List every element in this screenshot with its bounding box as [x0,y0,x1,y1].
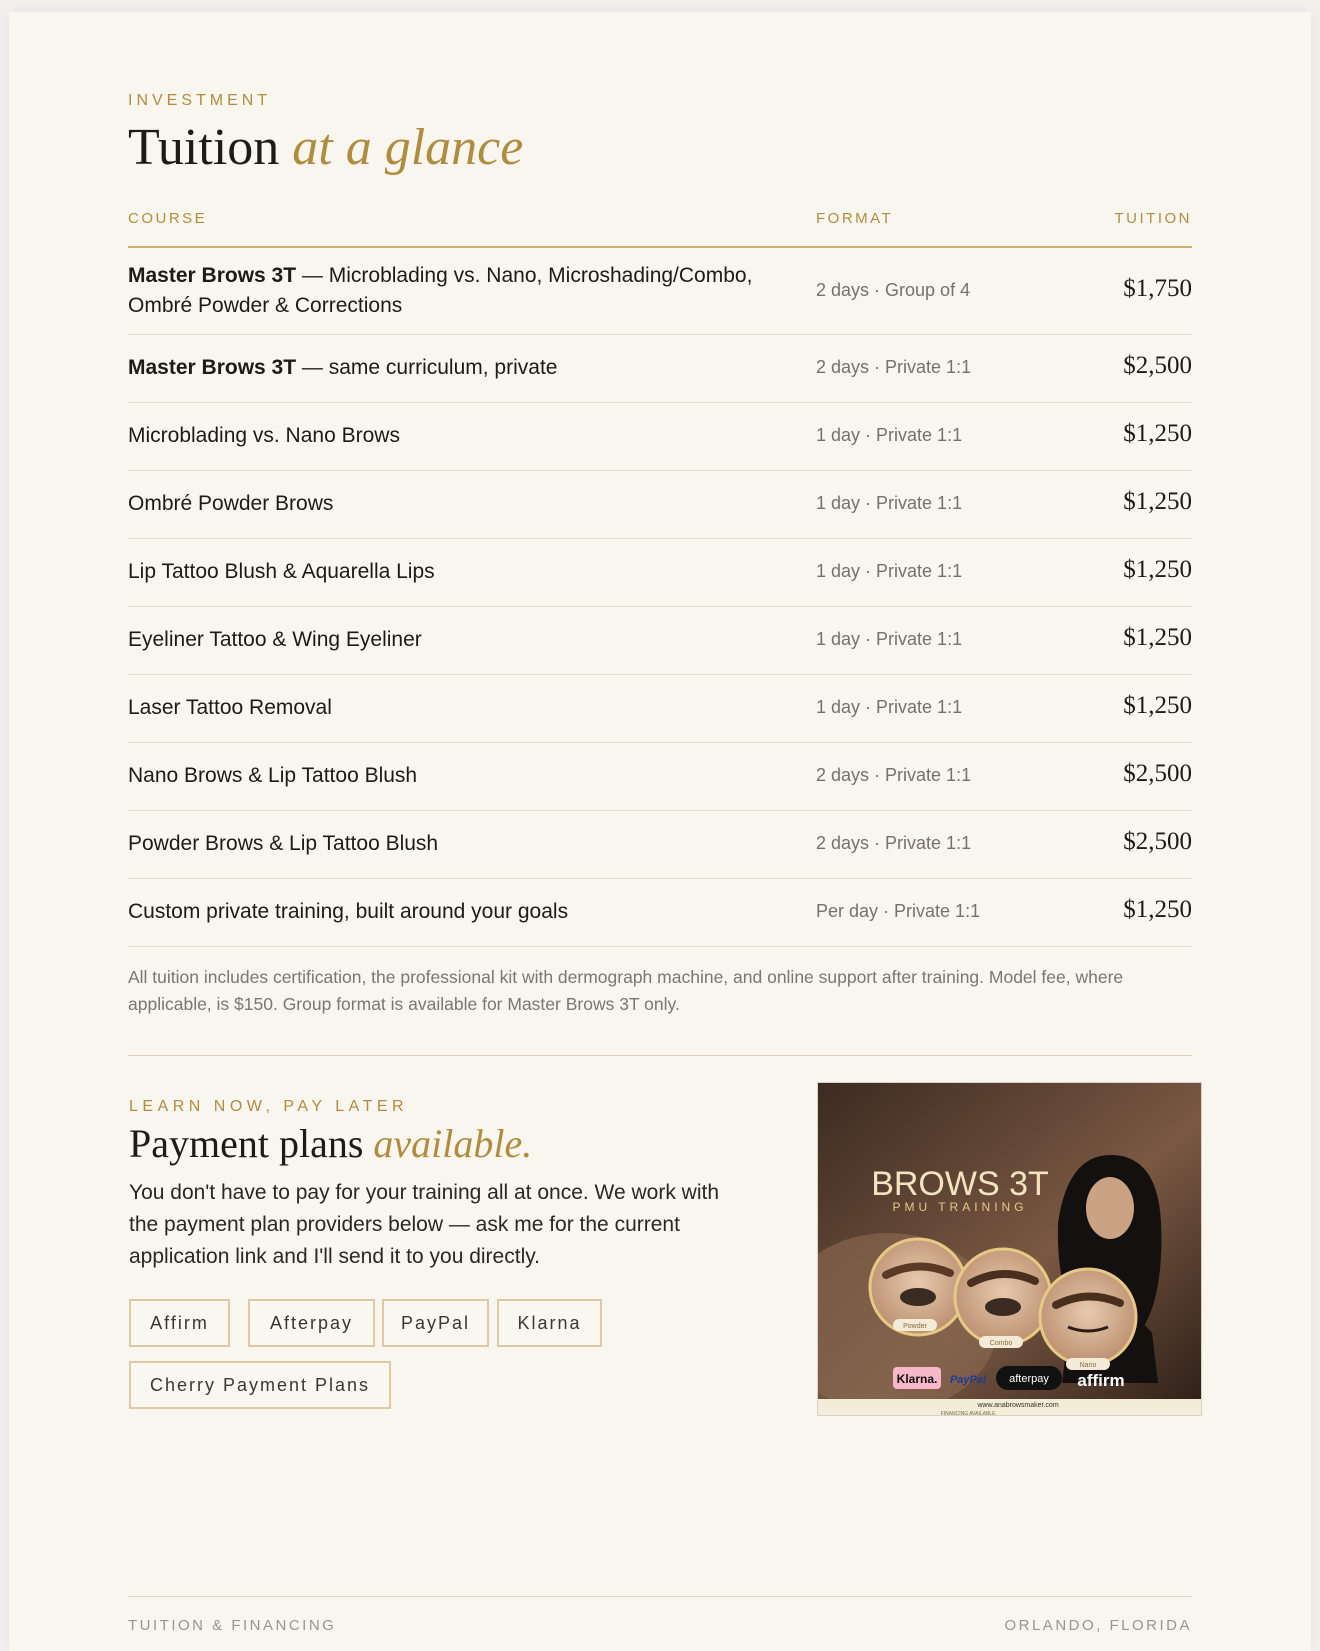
course-name-text: Laser Tattoo Removal [128,696,332,719]
tuition-note: All tuition includes certification, the professional kit with dermograph machine, and online support after training. Model fee, where applicable, is $150. Group format is available for Master Brows 3T only. [128,967,1124,1014]
section-eyebrow: INVESTMENT [128,92,272,109]
course-format: 2 days · Private 1:1 [816,357,972,377]
course-name [128,625,778,655]
course-name-bold: Master Brows 3T [128,263,297,287]
column-course: COURSE [128,210,208,227]
page [9,12,1311,1651]
column-tuition: TUITION [1114,210,1192,227]
course-price: $1,250 [1123,624,1192,651]
course-price: $1,250 [1123,556,1192,583]
provider-chip[interactable]: Affirm [129,1299,230,1347]
course-price: $1,750 [1123,274,1192,302]
course-format: 1 day · Private 1:1 [816,493,963,513]
course-price: $2,500 [1123,760,1192,787]
payment-title [129,1120,532,1167]
logo-paypal: PayPal [949,1374,987,1386]
payment-title-accent: available. [373,1121,533,1166]
footer-rule [128,1596,1192,1597]
course-name-bold: Master Brows 3T [128,356,297,379]
table-row [128,810,1192,879]
table-row [128,402,1192,471]
logo-affirm: affirm [1077,1371,1125,1390]
provider-chip[interactable]: PayPal [382,1299,489,1347]
circle-label-nano: Nano [1079,1362,1097,1369]
course-name [128,261,778,321]
course-name [128,353,778,383]
promo-financing: FINANCING AVAILABLE [940,1411,996,1416]
table-row [128,470,1192,539]
logo-klarna: Klarna. [896,1372,938,1386]
table-row [128,538,1192,607]
course-format: 1 day · Private 1:1 [816,425,963,445]
course-format: 2 days · Private 1:1 [816,833,972,853]
course-name-text: Powder Brows & Lip Tattoo Blush [128,832,439,855]
table-row [128,742,1192,811]
course-price: $2,500 [1123,828,1192,855]
table-row [128,878,1192,947]
table-row [128,247,1192,335]
course-format: Per day · Private 1:1 [816,901,981,921]
promo-graphic [818,1083,1202,1416]
logo-afterpay: afterpay [1009,1373,1049,1385]
promo-title: BROWS 3T [871,1165,1049,1203]
course-format: 1 day · Private 1:1 [816,697,963,717]
footer-right: ORLANDO, FLORIDA [1004,1617,1192,1634]
course-price: $2,500 [1123,352,1192,379]
course-format: 2 days · Private 1:1 [816,765,972,785]
section-divider [128,1055,1192,1056]
table-row [128,606,1192,675]
promo-image [817,1082,1202,1416]
course-name-text: Microblading vs. Nano Brows [128,424,400,447]
table-header [128,210,1192,248]
course-name-text: — Microblading vs. Nano, Microshading/Combo, Ombré Powder & Corrections [128,263,753,317]
page-title [128,118,523,177]
course-name [128,693,778,723]
course-name [128,829,778,859]
course-name [128,557,778,587]
table-row [128,674,1192,743]
payment-title-plain: Payment plans [129,1121,364,1166]
course-name [128,761,778,791]
course-format: 1 day · Private 1:1 [816,561,963,581]
course-name [128,489,778,519]
course-format: 2 days · Group of 4 [816,279,971,300]
promo-url: www.anabrowsmaker.com [977,1402,1059,1409]
column-format: FORMAT [816,210,894,227]
title-plain: Tuition [128,119,280,176]
promo-subtitle: PMU TRAINING [892,1200,1028,1214]
table-row [128,334,1192,403]
course-name-text: — same curriculum, private [296,356,558,379]
payment-description: You don't have to pay for your training all at once. We work with the payment plan providers below — ask me for the current application link and I'll send it to you directly. [129,1181,720,1268]
payment-eyebrow: LEARN NOW, PAY LATER [129,1098,409,1115]
circle-label-powder: Powder [903,1323,927,1330]
course-name-text: Nano Brows & Lip Tattoo Blush [128,764,418,787]
title-accent: at a glance [292,119,524,176]
circle-label-combo: Combo [989,1340,1013,1347]
course-name-text: Lip Tattoo Blush & Aquarella Lips [128,560,435,583]
course-name [128,897,778,927]
course-name-text: Custom private training, built around your goals [128,900,569,923]
provider-chip[interactable]: Cherry Payment Plans [129,1361,391,1409]
course-name [128,421,778,451]
course-price: $1,250 [1123,692,1192,719]
course-name-text: Ombré Powder Brows [128,492,334,515]
course-price: $1,250 [1123,420,1192,447]
course-format: 1 day · Private 1:1 [816,629,963,649]
provider-chip[interactable]: Klarna [497,1299,602,1347]
course-price: $1,250 [1123,896,1192,923]
provider-chip[interactable]: Afterpay [248,1299,375,1347]
course-name-text: Eyeliner Tattoo & Wing Eyeliner [128,628,422,651]
course-price: $1,250 [1123,488,1192,515]
footer-left: TUITION & FINANCING [128,1617,337,1634]
